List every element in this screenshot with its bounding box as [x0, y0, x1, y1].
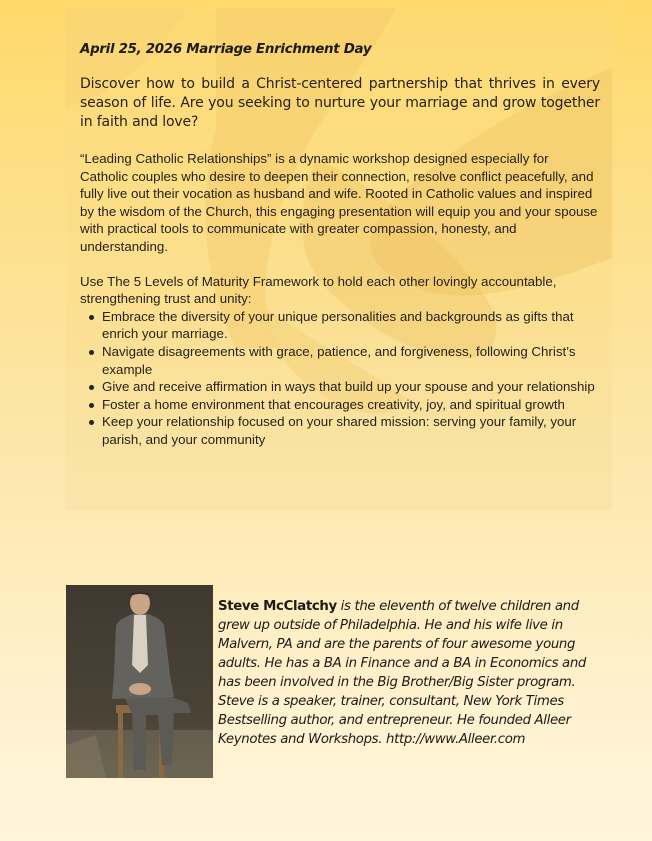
- list-item: Give and receive affirmation in ways that build up your spouse and your relationship: [102, 378, 600, 396]
- speaker-bio: [218, 597, 610, 749]
- list-item: Foster a home environment that encourages creativity, joy, and spiritual growth: [102, 396, 600, 414]
- event-content: [80, 42, 600, 449]
- speaker-photo: [66, 585, 213, 778]
- event-intro: Discover how to build a Christ-centered partnership that thrives in every season of life. Are you seeking to nurture your marriage and grow together in faith and love?: [80, 76, 600, 130]
- framework-intro: Use The 5 Levels of Maturity Framework to hold each other lovingly accountable, strengthening trust and unity:: [80, 273, 557, 307]
- list-item: Keep your relationship focused on your shared mission: serving your family, your parish, and your community: [102, 413, 600, 448]
- list-item: Navigate disagreements with grace, patience, and forgiveness, following Christ’s example: [102, 343, 600, 378]
- event-panel: [66, 8, 612, 510]
- list-item: Embrace the diversity of your unique personalities and backgrounds as gifts that enrich your marriage.: [102, 308, 600, 343]
- event-description: “Leading Catholic Relationships” is a dynamic workshop designed especially for Catholic couples who desire to deepen their connection, resolve conflict peacefully, and fully live out their vocation as husband and wife. Rooted in Catholic values and inspired by the wisdom of the Church, this engaging presentation will equip you and your spouse with practical tools to communicate with greater compassion, honesty, and understanding.: [80, 151, 598, 254]
- speaker-bio-text: is the eleventh of twelve children and grew up outside of Philadelphia. He and his wife live in Malvern, PA and are the parents of four awesome young adults. He has a BA in Finance and a BA in Economics and has been involved in the Big Brother/Big Sister program. Steve is a speaker, trainer, consultant, New York Times Bestselling author, and entrepreneur. He founded Alleer Keynotes and Workshops.: [218, 599, 587, 747]
- benefits-list: [80, 308, 600, 449]
- speaker-portrait-image: [66, 585, 213, 778]
- speaker-name: Steve McClatchy: [218, 599, 337, 614]
- speaker-website-link[interactable]: http://www.Alleer.com: [386, 732, 526, 747]
- event-title: April 25, 2026 Marriage Enrichment Day: [80, 42, 372, 57]
